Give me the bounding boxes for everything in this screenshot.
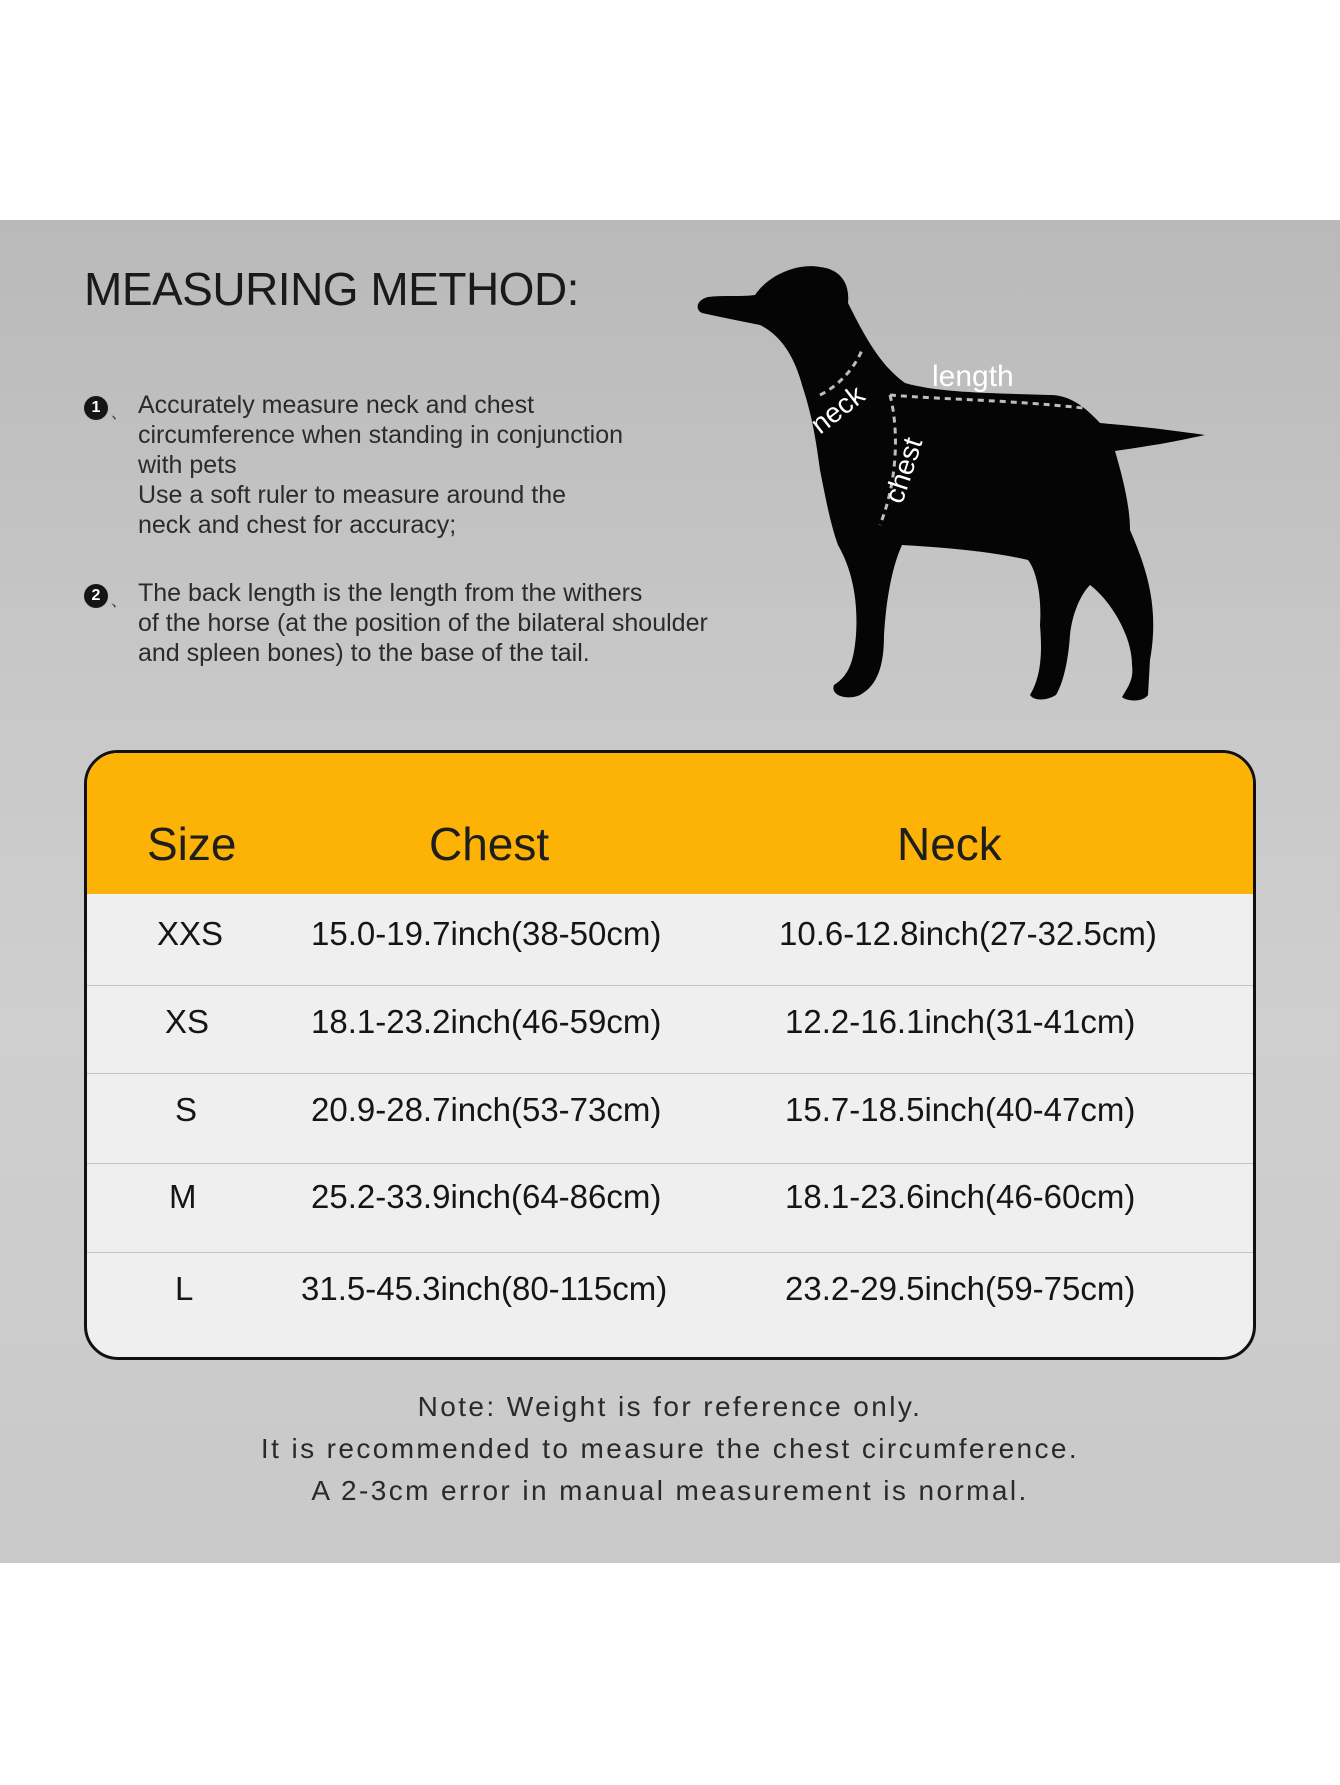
length-label: length <box>932 360 1014 393</box>
step-2-text: The back length is the length from the withers of the horse (at the position of the bilateral shoulder and spleen bones) to the base of the tail. <box>138 579 708 667</box>
cell-neck: 18.1-23.6inch(46-60cm) <box>785 1178 1136 1215</box>
header-chest: Chest <box>429 818 550 870</box>
step-number-icon: 2 <box>84 584 108 608</box>
step-separator: 、 <box>111 405 128 422</box>
step-1-text: Accurately measure neck and chest circumference when standing in conjunction with pets Use a soft ruler to measure around the neck and chest for accuracy; <box>138 391 623 539</box>
cell-neck: 23.2-29.5inch(59-75cm) <box>785 1270 1136 1307</box>
table-header <box>87 753 1253 894</box>
header-size: Size <box>147 818 237 870</box>
header-neck: Neck <box>897 818 1002 870</box>
step-number-icon: 1 <box>84 396 108 420</box>
note-line-2: It is recommended to measure the chest circumference. <box>260 1433 1080 1464</box>
note-line-1: Note: Weight is for reference only. <box>417 1391 923 1422</box>
cell-neck: 12.2-16.1inch(31-41cm) <box>785 1003 1136 1040</box>
cell-chest: 25.2-33.9inch(64-86cm) <box>311 1178 662 1215</box>
cell-size: L <box>175 1270 194 1307</box>
measuring-method-title: MEASURING METHOD: <box>84 263 579 315</box>
dog-silhouette-icon <box>698 266 1205 700</box>
cell-size: XS <box>165 1003 210 1040</box>
cell-chest: 18.1-23.2inch(46-59cm) <box>311 1003 662 1040</box>
step-separator: 、 <box>111 593 128 610</box>
row-divider <box>87 1163 1256 1164</box>
cell-chest: 31.5-45.3inch(80-115cm) <box>301 1270 668 1307</box>
cell-neck: 10.6-12.8inch(27-32.5cm) <box>779 915 1157 952</box>
dog-measurement-diagram <box>690 255 1210 715</box>
note-line-3: A 2-3cm error in manual measurement is normal. <box>311 1475 1029 1506</box>
cell-size: M <box>169 1178 197 1215</box>
row-divider <box>87 1252 1256 1253</box>
row-divider <box>87 1073 1256 1074</box>
chest-label: chest <box>878 433 929 507</box>
cell-size: S <box>175 1091 198 1128</box>
cell-chest: 15.0-19.7inch(38-50cm) <box>311 915 662 952</box>
row-divider <box>87 985 1256 986</box>
cell-size: XXS <box>157 915 224 952</box>
cell-chest: 20.9-28.7inch(53-73cm) <box>311 1091 662 1128</box>
neck-label: neck <box>804 378 871 440</box>
cell-neck: 15.7-18.5inch(40-47cm) <box>785 1091 1136 1128</box>
size-table <box>84 750 1256 1360</box>
